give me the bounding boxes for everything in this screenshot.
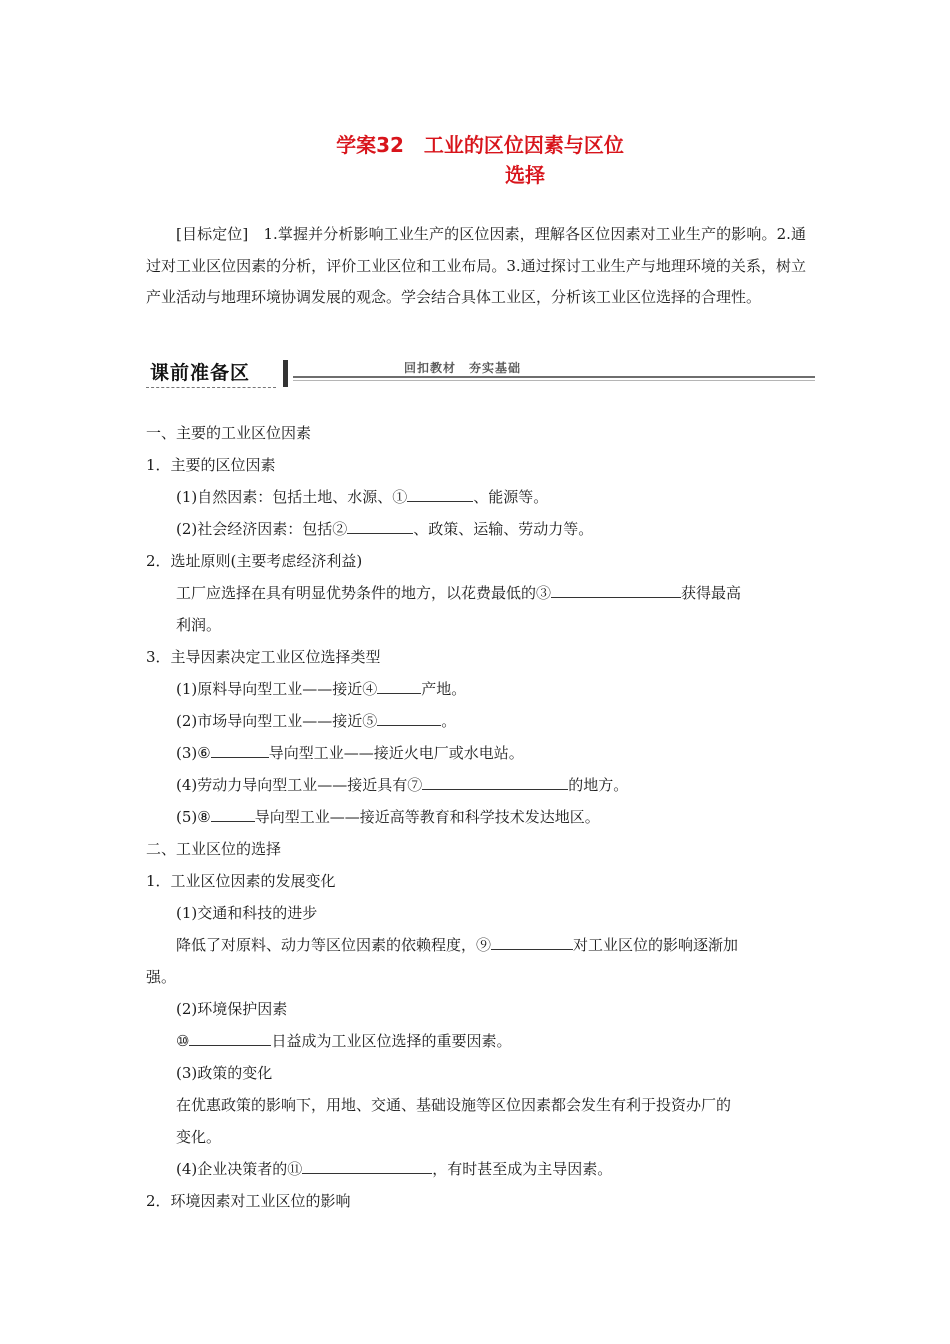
s2-item1-a-text: 降低了对原料、动力等区位因素的依赖程度，⑨ 对工业区位的影响逐渐加	[176, 936, 739, 954]
page-title-continued: 选择	[505, 163, 545, 187]
blank-7[interactable]	[422, 775, 568, 790]
s1-item3-e: (5)⑧ 导向型工业——接近高等教育和科学技术发达地区。	[176, 808, 600, 826]
s2-item1-b-text: ⑩ 日益成为工业区位选择的重要因素。	[176, 1032, 512, 1050]
s2-item1-heading: 1．工业区位因素的发展变化	[146, 872, 336, 890]
s2-item1-c-text: 在优惠政策的影响下，用地、交通、基础设施等区位因素都会发生有利于投资办厂的	[176, 1096, 732, 1114]
s2-item1-a-line2: 强。	[146, 968, 177, 986]
section1-heading: 一、主要的工业区位因素	[146, 424, 312, 442]
page-title: 学案32 工业的区位因素与区位	[336, 133, 624, 157]
blank-6[interactable]	[211, 743, 269, 758]
s1-item3-c: (3)⑥ 导向型工业——接近火电厂或水电站。	[176, 744, 524, 762]
s1-item1-a: (1)自然因素：包括土地、水源、① 、能源等。	[176, 488, 549, 506]
s2-item2-heading: 2．环境因素对工业区位的影响	[146, 1192, 351, 1210]
banner-rule	[293, 376, 815, 378]
blank-9[interactable]	[491, 935, 573, 950]
blank-4[interactable]	[377, 679, 421, 694]
banner-subtitle: 回扣教材 夯实基础	[400, 359, 525, 376]
s1-item3-b: (2)市场导向型工业——接近⑤ 。	[176, 712, 457, 730]
blank-3[interactable]	[551, 583, 681, 598]
s1-item3-d: (4)劳动力导向型工业——接近具有⑦ 的地方。	[176, 776, 629, 794]
objectives-paragraph: [目标定位] 1.掌握并分析影响工业生产的区位因素，理解各区位因素对工业生产的影响。2.通过对工业区位因素的分析，评价工业区位和工业布局。3.通过探讨工业生产与地理环境的关系，树立产业活动与地理环境协调发展的观念。学会结合具体工业区，分析该工业区位选择的合理性。	[146, 225, 806, 306]
s2-item1-b-heading: (2)环境保护因素	[176, 1000, 288, 1018]
blank-11[interactable]	[302, 1159, 432, 1174]
s1-item2-heading: 2．选址原则(主要考虑经济利益)	[146, 552, 363, 570]
s1-item2-text-line2: 利润。	[176, 616, 222, 634]
blank-1[interactable]	[407, 487, 473, 502]
banner-rule-thin	[293, 380, 815, 381]
s1-item2-text: 工厂应选择在具有明显优势条件的地方，以花费最低的③ 获得最高	[176, 584, 742, 602]
blank-8[interactable]	[211, 807, 255, 822]
banner-dashed-underline	[146, 387, 276, 388]
blank-2[interactable]	[347, 519, 413, 534]
s1-item1-heading: 1．主要的区位因素	[146, 456, 276, 474]
s2-item1-a-heading: (1)交通和科技的进步	[176, 904, 318, 922]
s1-item1-b: (2)社会经济因素：包括② 、政策、运输、劳动力等。	[176, 520, 594, 538]
s1-item3-heading: 3．主导因素决定工业区位选择类型	[146, 648, 381, 666]
s1-item3-a: (1)原料导向型工业——接近④ 产地。	[176, 680, 467, 698]
blank-5[interactable]	[377, 711, 441, 726]
banner-title: 课前准备区	[150, 362, 251, 384]
section-banner	[146, 354, 816, 394]
blank-10[interactable]	[189, 1031, 271, 1046]
section2-heading: 二、工业区位的选择	[146, 840, 282, 858]
s2-item1-c-heading: (3)政策的变化	[176, 1064, 273, 1082]
s2-item1-d: (4)企业决策者的⑪ ，有时甚至成为主导因素。	[176, 1160, 613, 1178]
s2-item1-c-line2: 变化。	[176, 1128, 222, 1146]
banner-divider-bar	[283, 360, 288, 387]
